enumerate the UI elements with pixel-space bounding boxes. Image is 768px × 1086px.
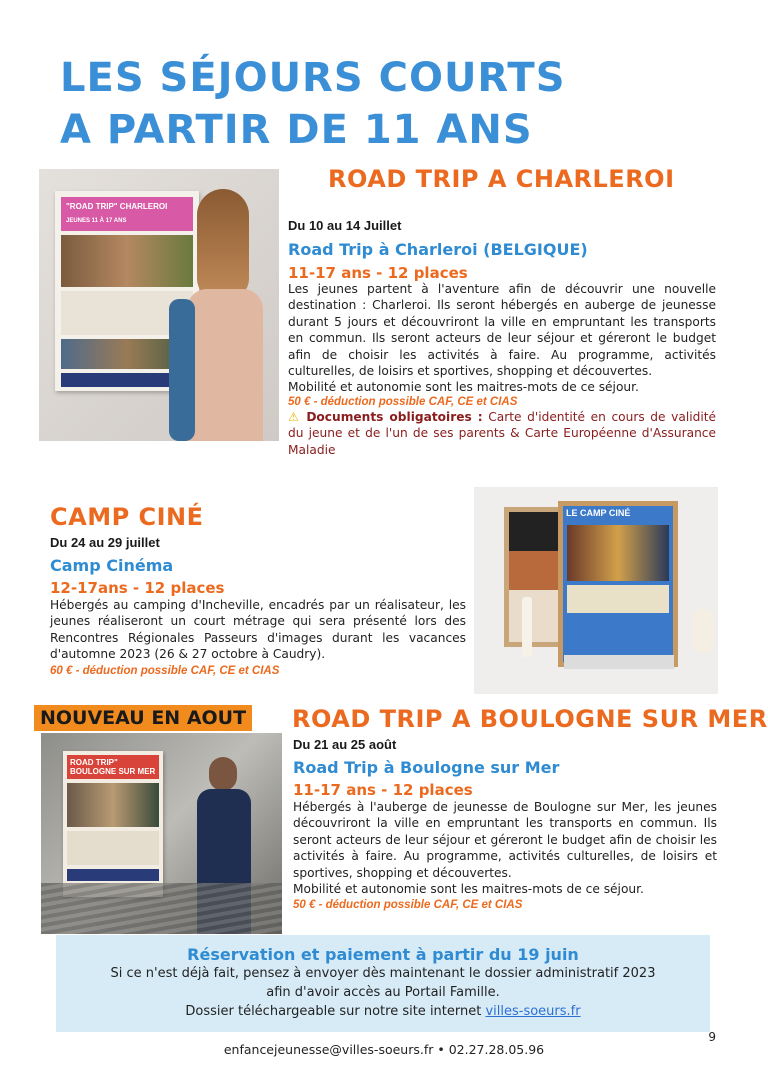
nouveau-badge: NOUVEAU EN AOUT (34, 705, 252, 731)
camp-cine-price: 60 € - déduction possible CAF, CE et CIAS (50, 664, 280, 677)
warning-icon: ⚠ (288, 409, 301, 424)
boulogne-photo (41, 733, 282, 934)
page-title-line1: LES SÉJOURS COURTS (60, 55, 566, 101)
charleroi-dates: Du 10 au 14 Juillet (288, 218, 402, 233)
charleroi-age: 11-17 ans - 12 places (288, 264, 468, 282)
website-link[interactable]: villes-soeurs.fr (485, 1004, 581, 1019)
boulogne-price: 50 € - déduction possible CAF, CE et CIAS (293, 899, 523, 912)
camp-cine-poster (558, 501, 678, 667)
reservation-line3: Dossier téléchargeable sur notre site internet (185, 1004, 486, 1019)
camp-cine-photo (474, 487, 718, 694)
charleroi-description: Les jeunes partent à l'aventure afin de découvrir une nouvelle destination : Charleroi. Ils seront hébergés en auberge de jeunesse durant 5 jours et découvriront la ville en empruntant les transports en commun. Ils seront acteurs de leur séjour et géreront le budget afin de choisir les activités à faire. Au programme, activités culturelles, de loisirs et sportives, shopping et découvertes. (288, 282, 716, 379)
poster-title: "ROAD TRIP" CHARLEROI (66, 202, 168, 211)
camp-cine-age: 12-17ans - 12 places (50, 579, 225, 597)
boulogne-age: 11-17 ans - 12 places (293, 781, 473, 799)
charleroi-subtitle: Road Trip à Charleroi (BELGIQUE) (288, 240, 588, 259)
boulogne-poster-title: ROAD TRIP" BOULOGNE SUR MER (70, 758, 156, 776)
charleroi-photo (39, 169, 279, 441)
charleroi-price: 50 € - déduction possible CAF, CE et CIAS (288, 395, 518, 408)
camp-cine-dates: Du 24 au 29 juillet (50, 535, 160, 550)
boulogne-motto: Mobilité et autonomie sont les maitres-mots de ce séjour. (293, 882, 644, 897)
footer-contact: enfancejeunesse@villes-soeurs.fr • 02.27.28.05.96 (223, 1042, 545, 1057)
boulogne-dates: Du 21 au 25 août (293, 737, 397, 752)
docs-label: Documents obligatoires : (306, 409, 483, 424)
page-number: 9 (708, 1030, 716, 1044)
boulogne-description: Hébergés à l'auberge de jeunesse de Boulogne sur Mer, les jeunes découvriront la ville en empruntant les transports en commun. Ils seront acteurs de leur séjour et géreront le budget afin de choisir les activités à faire. Au programme, activités culturelles, de loisirs et sportives, shopping et découvertes. (293, 800, 717, 880)
boulogne-heading: ROAD TRIP A BOULOGNE SUR MER (292, 705, 768, 733)
reservation-line1: Si ce n'est déjà fait, pensez à envoyer dès maintenant le dossier administratif 2023 (110, 966, 656, 981)
boulogne-poster (63, 751, 163, 897)
page-title-line2: A PARTIR DE 11 ANS (60, 107, 533, 153)
camp-cine-subtitle: Camp Cinéma (50, 556, 174, 575)
charleroi-motto: Mobilité et autonomie sont les maitres-mots de ce séjour. (288, 380, 639, 395)
boulogne-subtitle: Road Trip à Boulogne sur Mer (293, 758, 560, 777)
reservation-line2: afin d'avoir accès au Portail Famille. (266, 985, 500, 1000)
camp-cine-poster-title: LE CAMP CINÉ (566, 508, 631, 518)
camp-cine-description: Hébergés au camping d'Incheville, encadrés par un réalisateur, les jeunes réaliseront un court métrage qui sera présenté lors des Rencontres Régionales Passeurs d'images durant les vacances d'automne 2023 (26 & 27 octobre à Caudry). (50, 598, 466, 662)
reservation-title: Réservation et paiement à partir du 19 juin (187, 945, 579, 964)
woman-figure (169, 189, 269, 441)
page-title (60, 52, 566, 156)
camp-cine-heading: CAMP CINÉ (50, 503, 204, 531)
reservation-box (56, 935, 710, 1032)
poster-subtitle: JEUNES 11 À 17 ANS (66, 218, 127, 224)
charleroi-heading: ROAD TRIP A CHARLEROI (328, 165, 675, 193)
docs-text: Carte d'identité en cours de validité du jeune et de l'un de ses parents & Carte Européenne d'Assurance Maladie (288, 409, 717, 457)
